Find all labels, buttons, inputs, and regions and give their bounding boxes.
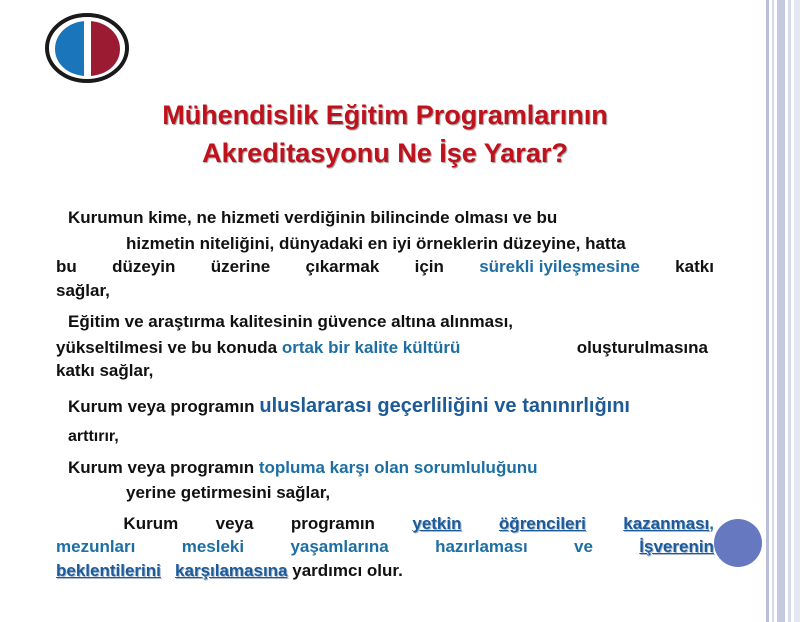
p5-w-karsilamasina: karşılamasına — [175, 560, 288, 580]
bullet-paragraph-2 — [56, 310, 714, 383]
bullet-paragraph-1 — [56, 206, 714, 302]
p5-word-programin: programın — [290, 513, 375, 533]
university-logo — [44, 12, 130, 84]
p5-w-ve: ve — [574, 537, 593, 556]
bullet-paragraph-4 — [56, 456, 714, 505]
bullet-paragraph-3 — [56, 393, 714, 450]
p1-line3-end: katkı — [675, 257, 714, 276]
p1-line3-word-cikarmak: çıkarmak — [305, 257, 380, 276]
p5-line3 — [56, 559, 714, 583]
p5-highlight-yetkin-w2: öğrencileri — [498, 513, 586, 533]
decorative-circle — [714, 519, 762, 567]
p1-line1: Kurumun kime, ne hizmeti verdiğinin bilincinde olması ve bu — [68, 208, 558, 227]
p4-highlight-topluma: topluma karşı olan sorumluluğunu — [258, 457, 538, 477]
p1-line4: sağlar, — [56, 280, 110, 300]
p2-line1: Eğitim ve araştırma kalitesinin güvence altına alınması, — [68, 312, 514, 331]
p3-start: Kurum veya programın — [68, 396, 255, 416]
p2-line2-end: oluşturulmasına — [576, 337, 708, 357]
p1-line3-word-icin: için — [414, 257, 444, 276]
p5-comma: , — [709, 513, 714, 533]
side-rail-3 — [777, 0, 785, 622]
slide-body — [56, 206, 714, 582]
bullet-paragraph-5 — [56, 512, 714, 583]
p1-line2: hizmetin niteliğini, dünyadaki en iyi örneklerin düzeyine, hatta — [126, 233, 626, 253]
side-rail-5 — [794, 0, 800, 622]
p1-line3 — [56, 255, 714, 279]
p1-line3-word-duzeyin: düzeyin — [112, 257, 176, 276]
slide-title — [60, 96, 710, 172]
p5-w-hazirlamasi: hazırlaması — [435, 537, 528, 556]
p2-line3: katkı sağlar, — [56, 361, 154, 380]
p4-start: Kurum veya programın — [68, 457, 255, 477]
p2-line2-start: yükseltilmesi ve bu konuda — [56, 337, 278, 357]
p2-highlight-ortak-kalite: ortak bir kalite kültürü — [281, 337, 461, 357]
p4-line2: yerine getirmesini sağlar, — [126, 483, 331, 502]
p5-word-kurum: Kurum — [123, 513, 179, 533]
p1-line3-word-uzerine: üzerine — [210, 257, 271, 276]
p5-word-veya: veya — [215, 513, 254, 533]
p5-end: yardımcı olur. — [292, 560, 403, 580]
p5-w-mezunlari: mezunları — [56, 537, 136, 556]
title-line-1: Mühendislik Eğitim Programlarının — [162, 100, 608, 130]
p3-end: arttırır, — [68, 427, 119, 445]
p1-line3-word-bu: bu — [56, 257, 77, 276]
p5-w-isverenin: İşverenin — [639, 537, 714, 556]
p5-w-yasamlarina: yaşamlarına — [290, 537, 389, 556]
p3-highlight-uluslararasi: uluslararası geçerliliğini ve tanınırlığını — [259, 394, 630, 417]
p1-highlight-surekli-iyilesme: sürekli iyileşmesine — [479, 257, 640, 276]
p5-highlight-yetkin-w1: yetkin — [412, 513, 462, 533]
p5-highlight-yetkin-w3: kazanması, — [623, 513, 714, 533]
p5-w-beklentilerini: beklentilerini — [56, 560, 161, 580]
title-line-2: Akreditasyonu Ne İşe Yarar? — [202, 138, 568, 168]
p5-w-mesleki: mesleki — [181, 537, 245, 556]
p5-line2 — [56, 535, 714, 559]
side-rail-2 — [772, 0, 774, 622]
side-rail-4 — [788, 0, 791, 622]
p5-line1 — [56, 512, 714, 536]
p2-line2 — [56, 336, 714, 360]
side-rail-1 — [766, 0, 769, 622]
